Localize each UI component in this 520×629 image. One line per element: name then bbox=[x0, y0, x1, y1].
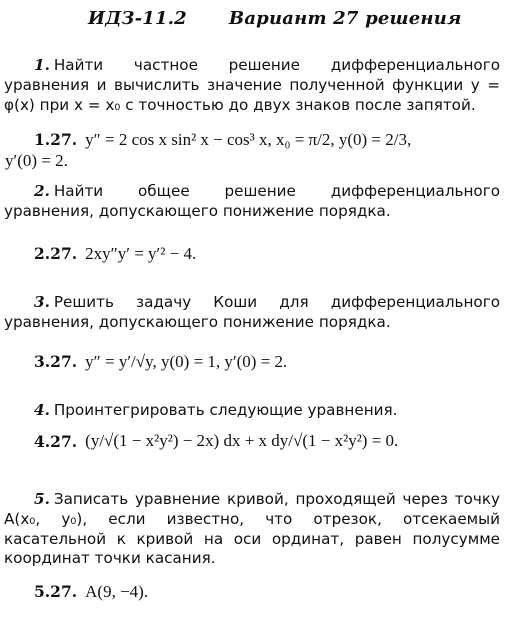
task-1-equation-cont bbox=[5, 151, 68, 171]
task-5-eq-label: 5.27. bbox=[34, 582, 78, 601]
task-2-statement: Найти общее решение дифференциального уравнения, допускающего понижение порядка. bbox=[4, 182, 500, 220]
task-5-statement: Записать уравнение кривой, проходящей через точку A(x₀, y₀), если известно, что отрезок, отсекаемый касательной к кривой на оси ординат, равен полусумме координат точки касания. bbox=[4, 490, 500, 568]
task-1-text bbox=[4, 56, 500, 115]
task-1-eq-line1: y″ = 2 cos x sin² x − cos³ x, x₀ = π/2, y(0) = 2/3, bbox=[85, 130, 412, 149]
task-3-eq: y″ = y′/√y, y(0) = 1, y′(0) = 2. bbox=[85, 352, 288, 371]
idz-title: ИДЗ-11.2 bbox=[88, 8, 187, 29]
task-2-equation bbox=[34, 244, 196, 264]
task-1-statement: Найти частное решение дифференциального уравнения и вычислить значение полученной функции y = φ(x) при x = x₀ с точностью до двух знаков после запятой. bbox=[4, 56, 500, 114]
task-3-statement: Решить задачу Коши для дифференциального уравнения, допускающего понижение порядка. bbox=[4, 293, 500, 331]
task-2-eq-label: 2.27. bbox=[34, 244, 78, 263]
task-5-eq: A(9, −4). bbox=[85, 582, 149, 601]
task-2-eq: 2xy″y′ = y′² − 4. bbox=[85, 244, 197, 263]
task-5-number: 5. bbox=[34, 490, 50, 508]
task-4-equation bbox=[34, 430, 398, 451]
variant-title: Вариант 27 решения bbox=[228, 8, 462, 29]
task-4-number: 4. bbox=[34, 401, 50, 419]
task-3-number: 3. bbox=[34, 293, 50, 311]
task-2-text bbox=[4, 182, 500, 222]
task-4-statement: Проинтегрировать следующие уравнения. bbox=[53, 401, 398, 419]
task-1-eq-line2: y′(0) = 2. bbox=[5, 151, 68, 170]
task-4-text bbox=[4, 401, 500, 421]
task-1-eq-label: 1.27. bbox=[34, 130, 78, 149]
task-3-text bbox=[4, 293, 500, 333]
task-5-equation bbox=[34, 582, 148, 602]
page-title bbox=[88, 8, 462, 29]
task-4-eq-label: 4.27. bbox=[34, 431, 78, 451]
task-3-equation bbox=[34, 352, 287, 372]
task-3-eq-label: 3.27. bbox=[34, 352, 78, 371]
task-5-text bbox=[4, 490, 500, 569]
task-1-equation bbox=[34, 130, 411, 150]
task-2-number: 2. bbox=[34, 182, 50, 200]
task-4-eq: (y/√(1 − x²y²) − 2x) dx + x dy/√(1 − x²y²) = 0. bbox=[85, 431, 399, 451]
task-1-number: 1. bbox=[34, 56, 50, 74]
